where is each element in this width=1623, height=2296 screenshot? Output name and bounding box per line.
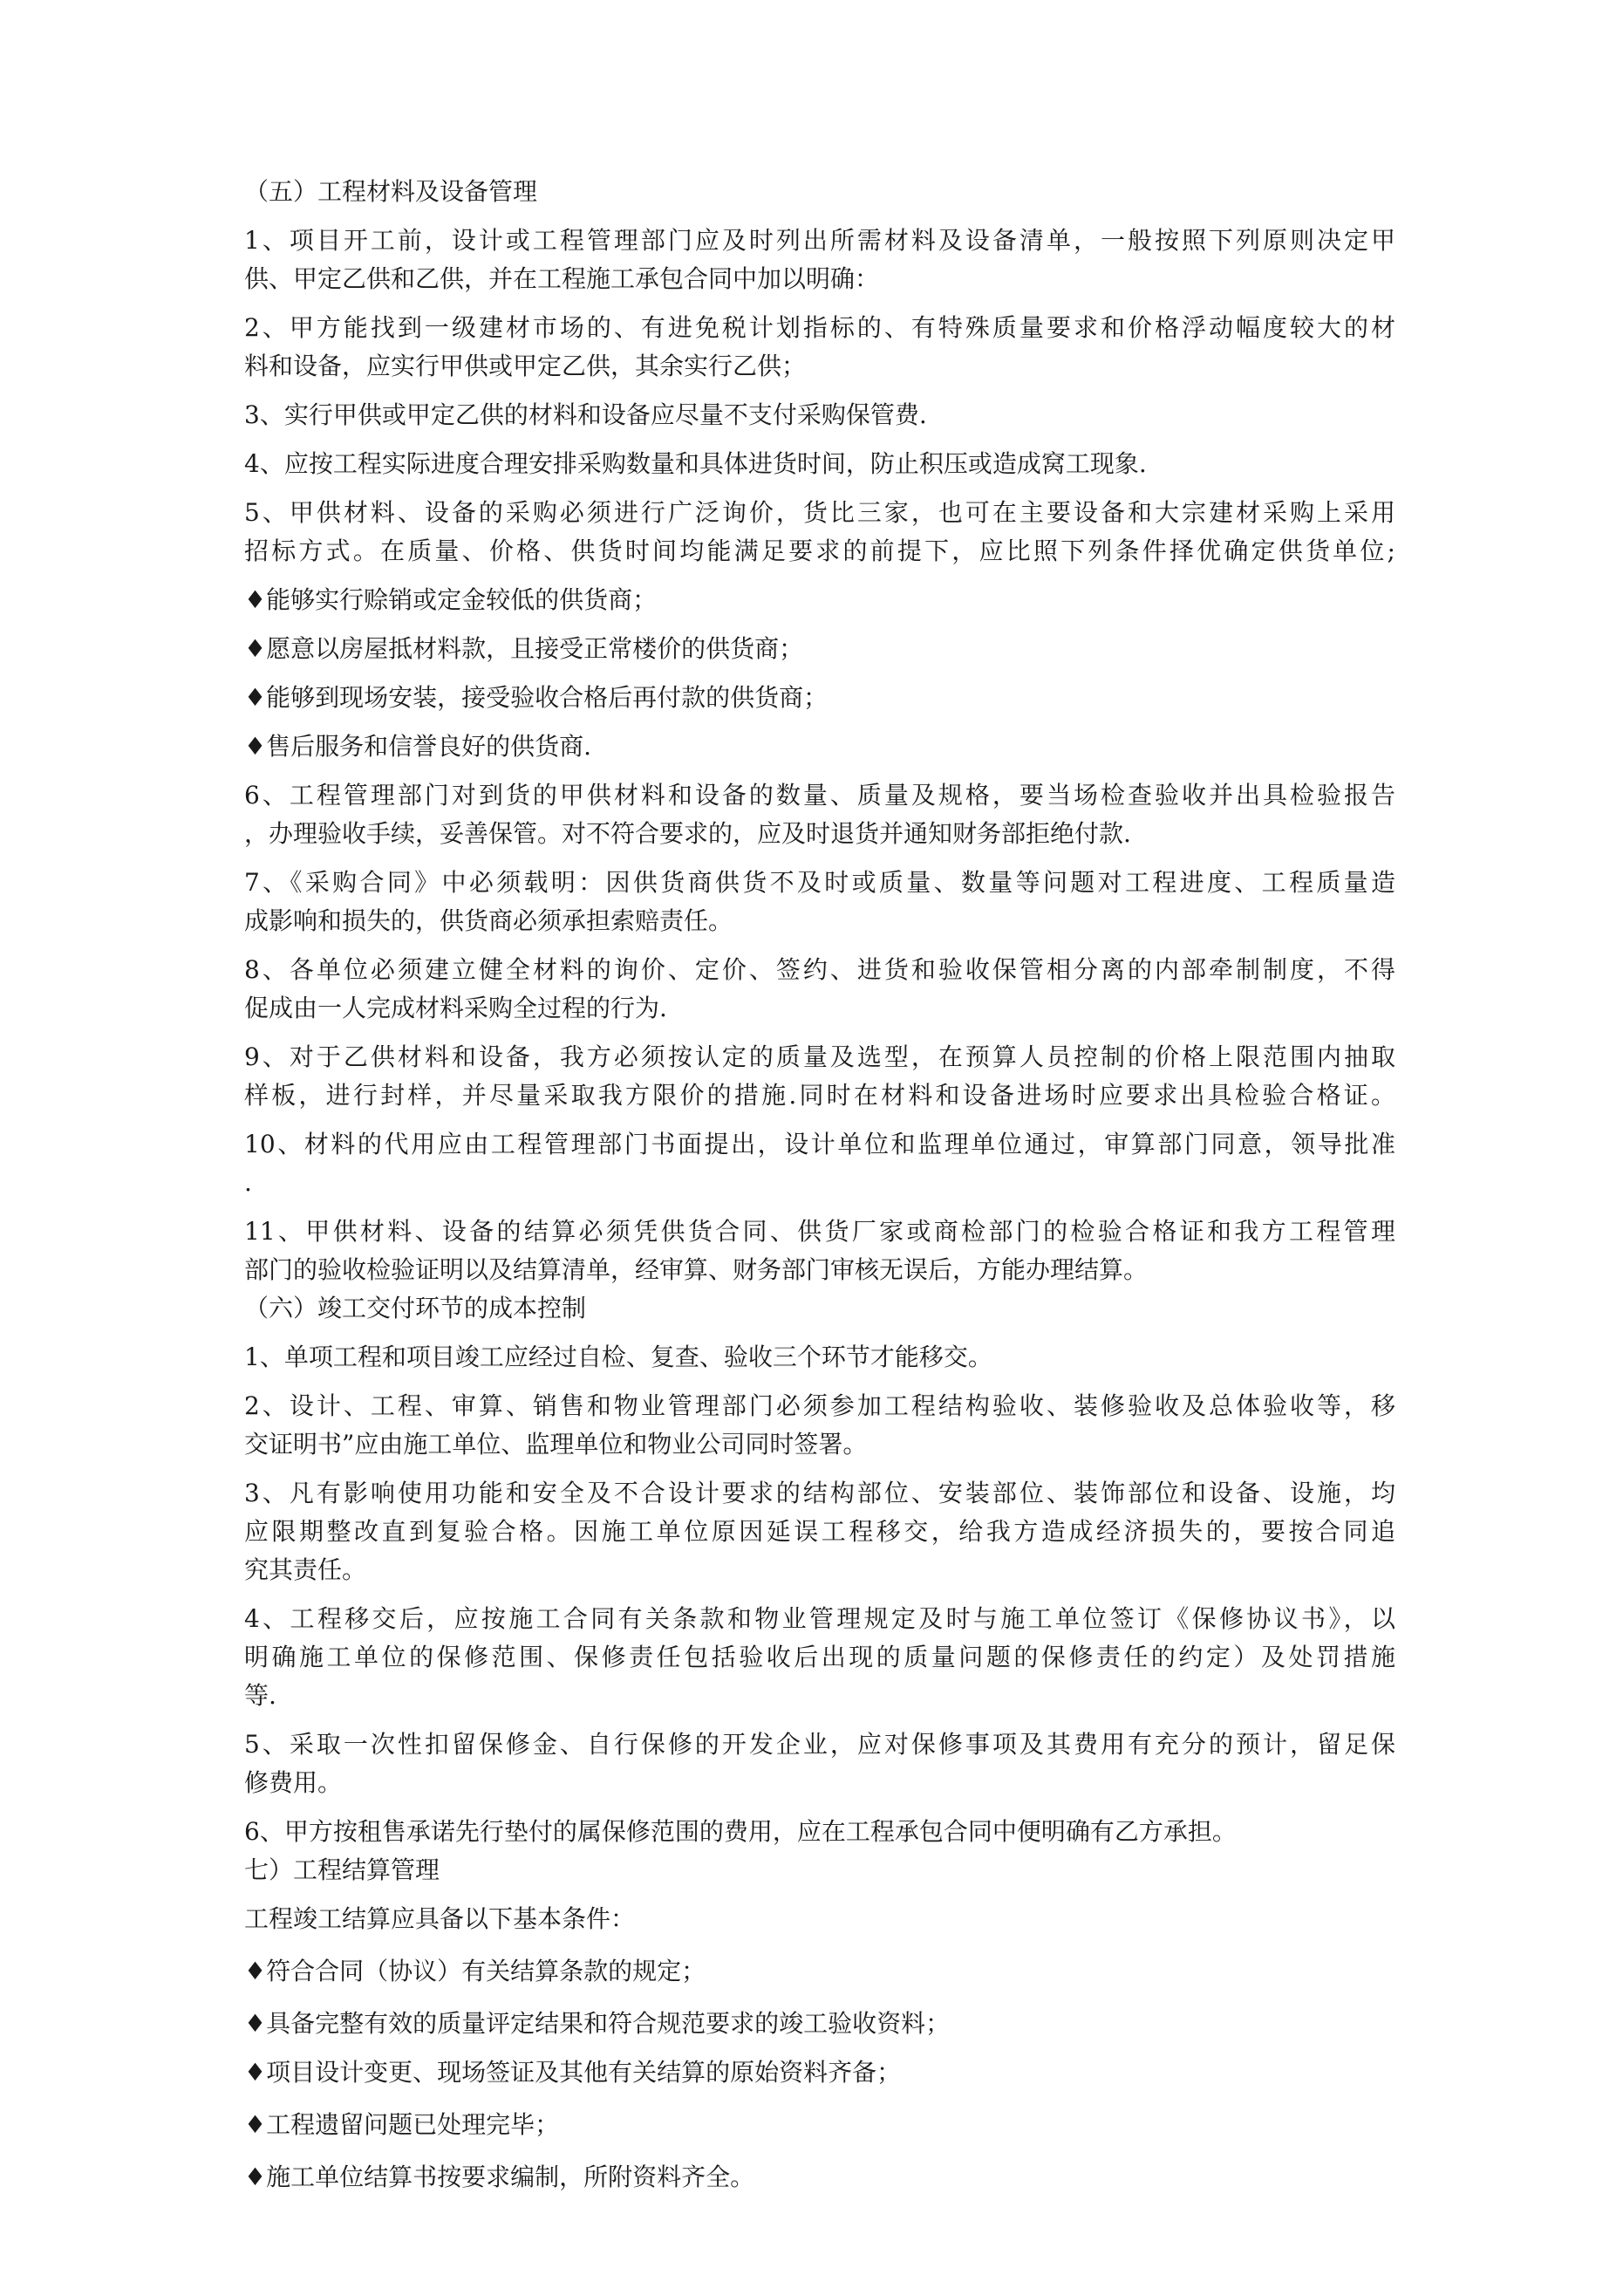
text-line: 3、凡有影响使用功能和安全及不合设计要求的结构部位、安装部位、装饰部位和设备、设施，均 <box>244 1479 1395 1507</box>
text-line: 6、甲方按租售承诺先行垫付的属保修范围的费用，应在工程承包合同中便明确有乙方承担。 <box>244 1817 1237 1846</box>
text-line: 10、材料的代用应由工程管理部门书面提出，设计单位和监理单位通过，审算部门同意，领导批准 <box>244 1130 1395 1158</box>
text-line: . <box>244 1168 252 1197</box>
text-line: ♦愿意以房屋抵材料款，且接受正常楼价的供货商； <box>244 634 804 663</box>
text-line: 工程竣工结算应具备以下基本条件： <box>244 1904 636 1933</box>
text-line: ♦工程遗留问题已处理完毕； <box>244 2110 560 2139</box>
text-line: ♦项目设计变更、现场签证及其他有关结算的原始资料齐备； <box>244 2058 902 2087</box>
text-line: 成影响和损失的，供货商必须承担索赔责任。 <box>244 906 733 935</box>
text-line: 明确施工单位的保修范围、保修责任包括验收后出现的质量问题的保修责任的约定）及处罚措施 <box>244 1643 1395 1671</box>
text-line: 5、采取一次性扣留保修金、自行保修的开发企业，应对保修事项及其费用有充分的预计，留足保 <box>244 1730 1395 1759</box>
text-line: 交证明书”应由施工单位、监理单位和物业公司同时签署。 <box>244 1430 868 1459</box>
text-line: 4、工程移交后，应按施工合同有关条款和物业管理规定及时与施工单位签订《保修协议书》，以 <box>244 1604 1395 1633</box>
text-line: 应限期整改直到复验合格。因施工单位原因延误工程移交，给我方造成经济损失的，要按合同追 <box>244 1517 1395 1546</box>
text-line: 5、甲供材料、设备的采购必须进行广泛询价，货比三家，也可在主要设备和大宗建材采购上采用 <box>244 498 1395 527</box>
text-line: （六）竣工交付环节的成本控制 <box>244 1294 587 1322</box>
text-line: 4、应按工程实际进度合理安排采购数量和具体进货时间，防止积压或造成窝工现象. <box>244 449 1147 478</box>
text-line: ♦施工单位结算书按要求编制，所附资料齐全。 <box>244 2163 755 2191</box>
text-line: 供、甲定乙供和乙供，并在工程施工承包合同中加以明确： <box>244 264 880 293</box>
text-line: ♦符合合同（协议）有关结算条款的规定； <box>244 1957 706 1985</box>
text-line: 1、单项工程和项目竣工应经过自检、复查、验收三个环节才能移交。 <box>244 1343 992 1371</box>
text-line: 2、设计、工程、审算、销售和物业管理部门必须参加工程结构验收、装修验收及总体验收等，移 <box>244 1391 1395 1420</box>
text-line: ♦能够实行赊销或定金较低的供货商； <box>244 585 658 614</box>
text-line: 9、对于乙供材料和设备，我方必须按认定的质量及选型，在预算人员控制的价格上限范围内抽取 <box>244 1042 1395 1071</box>
text-line: 3、实行甲供或甲定乙供的材料和设备应尽量不支付采购保管费. <box>244 400 927 429</box>
text-line: 修费用。 <box>244 1768 343 1797</box>
text-line: ♦具备完整有效的质量评定结果和符合规范要求的竣工验收资料； <box>244 2009 951 2038</box>
text-line: 究其责任。 <box>244 1555 367 1584</box>
text-line: （五）工程材料及设备管理 <box>244 177 538 206</box>
text-line: 料和设备，应实行甲供或甲定乙供，其余实行乙供； <box>244 352 807 380</box>
document-page <box>244 173 1395 2197</box>
text-line: 1、项目开工前，设计或工程管理部门应及时列出所需材料及设备清单，一般按照下列原则决定甲 <box>244 226 1395 255</box>
text-line: ♦售后服务和信誉良好的供货商. <box>244 732 592 761</box>
text-line: 招标方式。在质量、价格、供货时间均能满足要求的前提下，应比照下列条件择优确定供货单位; <box>244 536 1395 565</box>
text-line: 促成由一人完成材料采购全过程的行为. <box>244 994 667 1022</box>
text-line: 11、甲供材料、设备的结算必须凭供货合同、供货厂家或商检部门的检验合格证和我方工程管理 <box>244 1217 1395 1246</box>
text-line: ♦能够到现场安装，接受验收合格后再付款的供货商； <box>244 683 829 712</box>
text-line: 8、各单位必须建立健全材料的询价、定价、签约、进货和验收保管相分离的内部牵制制度，不得 <box>244 955 1395 984</box>
text-line: 部门的验收检验证明以及结算清单，经审算、财务部门审核无误后，方能办理结算。 <box>244 1255 1149 1284</box>
text-line: 7、《采购合同》中必须载明：因供货商供货不及时或质量、数量等问题对工程进度、工程质量造 <box>244 868 1395 897</box>
text-line: 七）工程结算管理 <box>244 1855 440 1884</box>
text-line: 2、甲方能找到一级建材市场的、有进免税计划指标的、有特殊质量要求和价格浮动幅度较大的材 <box>244 313 1395 342</box>
text-line: 6、工程管理部门对到货的甲供材料和设备的数量、质量及规格，要当场检查验收并出具检验报告 <box>244 781 1395 810</box>
text-line: 样板，进行封样，并尽量采取我方限价的措施.同时在材料和设备进场时应要求出具检验合格证。 <box>244 1081 1395 1110</box>
text-line: ，办理验收手续，妥善保管。对不符合要求的，应及时退货并通知财务部拒绝付款. <box>244 819 1131 848</box>
text-line: 等. <box>244 1681 276 1710</box>
